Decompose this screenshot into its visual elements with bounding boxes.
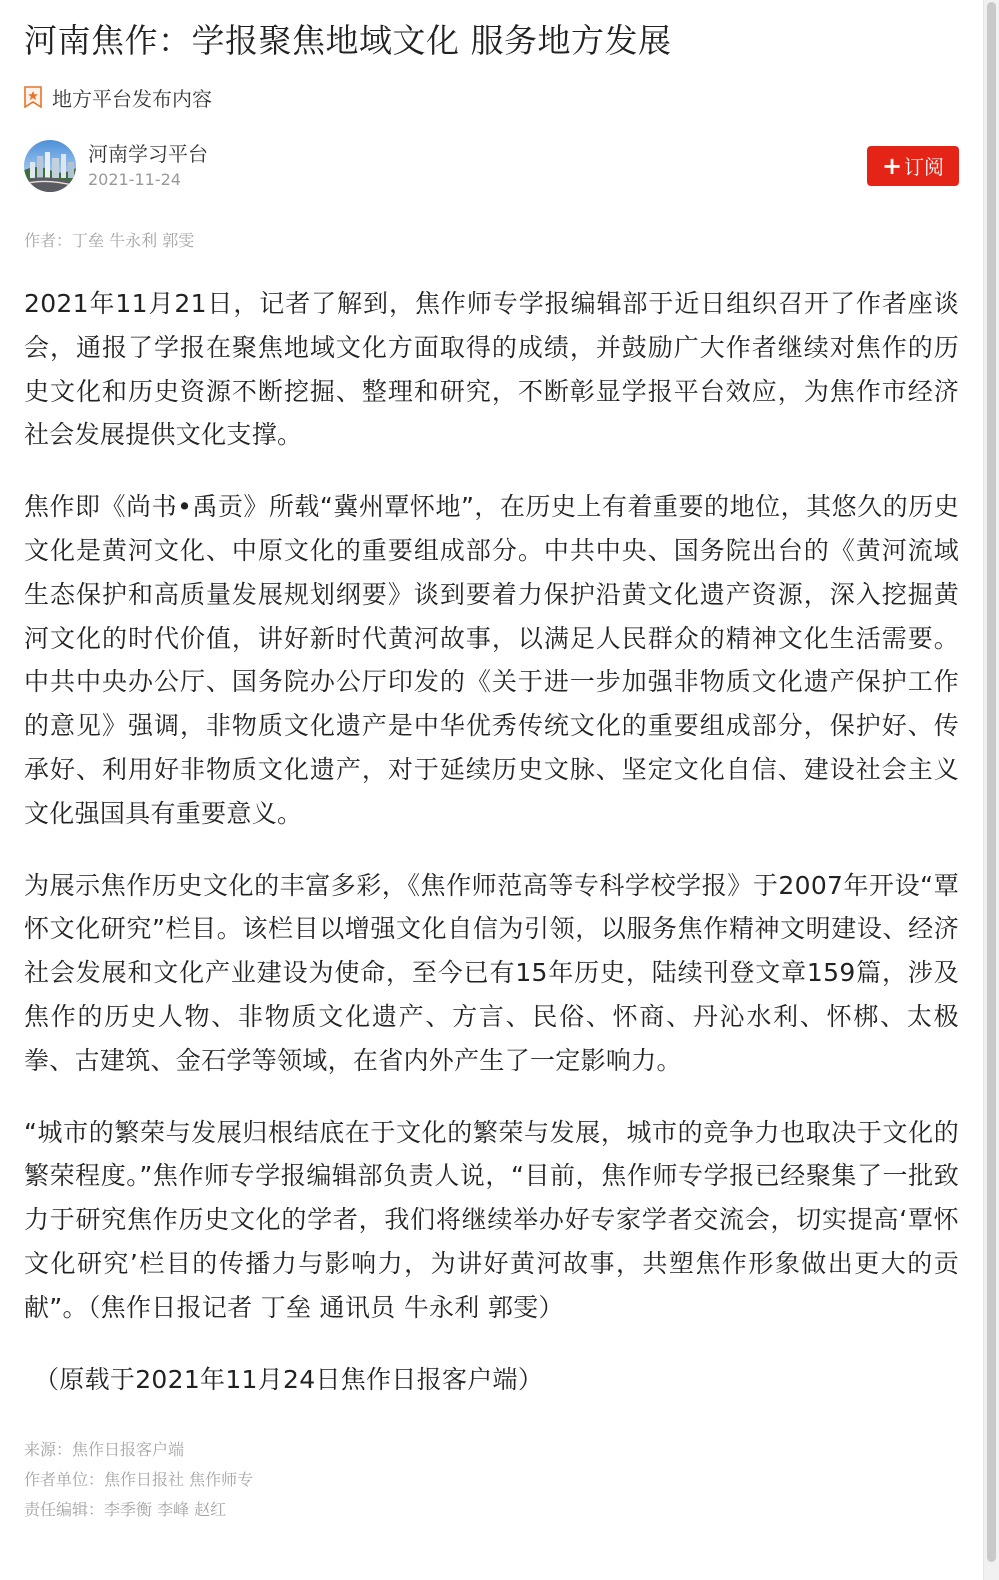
vertical-scrollbar[interactable] <box>983 0 999 1580</box>
publisher-row <box>24 138 959 194</box>
byline-label: 作者： <box>24 231 73 250</box>
byline-names: 丁垒 牛永利 郭雯 <box>72 231 195 250</box>
paragraph: 2021年11月21日，记者了解到，焦作师专学报编辑部于近日组织召开了作者座谈会，通报了学报在聚焦地域文化方面取得的成绩，并鼓励广大作者继续对焦作的历史文化和历史资源不断挖掘、整理和研究，不断彰显学报平台效应，为焦作市经济社会发展提供文化支撑。 <box>24 289 959 450</box>
article-meta <box>24 1435 959 1525</box>
publish-date: 2021-11-24 <box>88 170 181 189</box>
publisher-name[interactable]: 河南学习平台 <box>88 142 208 166</box>
article-byline <box>24 230 959 252</box>
paragraph: “城市的繁荣与发展归根结底在于文化的繁荣与发展，城市的竞争力也取决于文化的繁荣程度。”焦作师专学报编辑部负责人说，“目前，焦作师专学报已经聚集了一批致力于研究焦作历史文化的学者，我们将继续举办好专家学者交流会，切实提高‘覃怀文化研究’栏目的传播力与影响力，为讲好黄河故事，共塑焦作形象做出更大的贡献”。（焦作日报记者 丁垒 通讯员 牛永利 郭雯） <box>24 1117 959 1322</box>
reprint-note: （原载于2021年11月24日焦作日报客户端） <box>34 1364 544 1394</box>
article-title: 河南焦作：学报聚焦地域文化 服务地方发展 <box>24 21 672 60</box>
editors-line: 责任编辑：李季衡 李峰 赵红 <box>24 1500 227 1520</box>
platform-tag-label: 地方平台发布内容 <box>52 86 212 111</box>
publisher-info <box>88 141 208 191</box>
paragraph: 为展示焦作历史文化的丰富多彩，《焦作师范高等专科学校学报》于2007年开设“覃怀文化研究”栏目。该栏目以增强文化自信为引领，以服务焦作精神文明建设、经济社会发展和文化产业建设为使命，至今已有15年历史，陆续刊登文章159篇，涉及焦作的历史人物、非物质文化遗产、方言、民俗、怀商、丹沁水利、怀梆、太极拳、古建筑、金石学等领域，在省内外产生了一定影响力。 <box>24 870 959 1075</box>
publish-badge-icon <box>24 86 42 108</box>
platform-tag <box>24 82 959 112</box>
plus-icon: + <box>881 152 903 180</box>
source-line: 来源：焦作日报客户端 <box>24 1440 185 1460</box>
subscribe-button[interactable] <box>867 146 959 186</box>
scrollbar-thumb[interactable] <box>987 2 996 1562</box>
paragraph: 焦作即《尚书•禹贡》所载“冀州覃怀地”，在历史上有着重要的地位，其悠久的历史文化是黄河文化、中原文化的重要组成部分。中共中央、国务院出台的《黄河流域生态保护和高质量发展规划纲要》谈到要着力保护沿黄文化遗产资源，深入挖掘黄河文化的时代价值，讲好新时代黄河故事，以满足人民群众的精神文化生活需要。中共中央办公厅、国务院办公厅印发的《关于进一步加强非物质文化遗产保护工作的意见》强调，非物质文化遗产是中华优秀传统文化的重要组成部分，保护好、传承好、利用好非物质文化遗产，对于延续历史文脉、坚定文化自信、建设社会主义文化强国具有重要意义。 <box>24 492 959 828</box>
avatar[interactable] <box>24 140 76 192</box>
subscribe-label: 订阅 <box>904 155 945 179</box>
author-unit-line: 作者单位：焦作日报社 焦作师专 <box>24 1470 254 1490</box>
article-body <box>24 282 959 1401</box>
